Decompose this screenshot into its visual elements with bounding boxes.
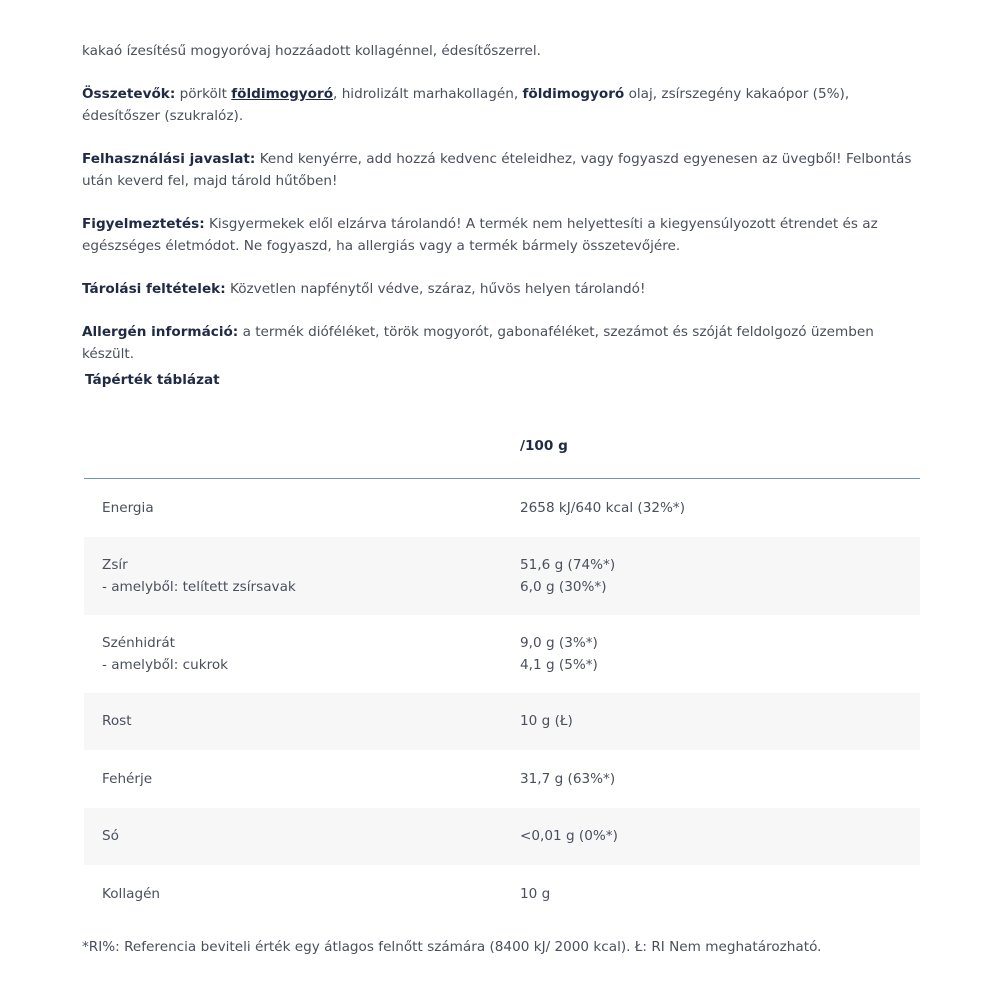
table-row-collagen bbox=[84, 865, 920, 923]
ingredients-paragraph bbox=[82, 83, 920, 127]
allergen-text: a termék dióféléket, török mogyorót, gabonaféléket, szezámot és szóját feldolgozó üzemben készült. bbox=[82, 324, 874, 362]
storage-text: Közvetlen napfénytől védve, száraz, hűvös helyen tárolandó! bbox=[225, 281, 646, 297]
table-row-fibre bbox=[84, 693, 920, 751]
ingredients-label: Összetevők: bbox=[82, 86, 176, 102]
nutrient-sub-name: - amelyből: cukrok bbox=[102, 656, 229, 673]
nutrient-name: Szénhidrát bbox=[102, 634, 176, 651]
product-description bbox=[82, 40, 920, 902]
usage-text: Kend kenyérre, add hozzá kedvenc ételeidhez, vagy fogyaszd egyenesen az üvegből! Felbontás után keverd fel, majd tárold hűtőben! bbox=[82, 151, 912, 189]
warning-paragraph bbox=[82, 213, 920, 257]
nutrient-sub-name: - amelyből: telített zsírsavak bbox=[102, 578, 296, 595]
storage-paragraph bbox=[82, 278, 920, 300]
table-row-protein bbox=[84, 750, 920, 808]
nutrient-name: Zsír bbox=[102, 556, 128, 573]
nutrient-value: 10 g (Ł) bbox=[520, 713, 573, 730]
table-row-carbohydrate bbox=[84, 615, 920, 693]
nutrient-value: 9,0 g (3%*) bbox=[520, 634, 598, 651]
table-row-energy bbox=[84, 479, 920, 537]
intro-text: kakaó ízesítésű mogyoróvaj hozzáadott kollagénnel, édesítőszerrel. bbox=[82, 43, 541, 59]
ingredients-text-1: pörkölt bbox=[175, 86, 232, 102]
allergen-keyword-peanut-oil: földimogyoró bbox=[522, 86, 625, 102]
nutrient-value: 2658 kJ/640 kcal (32%*) bbox=[520, 499, 686, 516]
storage-label: Tárolási feltételek: bbox=[82, 281, 226, 297]
usage-label: Felhasználási javaslat: bbox=[82, 151, 256, 167]
usage-paragraph bbox=[82, 148, 920, 192]
nutrition-table bbox=[84, 424, 920, 923]
nutrition-table-header bbox=[84, 424, 920, 479]
ingredients-text-3: olaj, zsírszegény kakaópor (5%), édesítőszer (szukralóz). bbox=[82, 86, 850, 124]
nutrition-table-title: Tápérték táblázat bbox=[85, 372, 220, 388]
allergen-keyword-peanut: földimogyoró bbox=[231, 86, 334, 102]
allergen-paragraph bbox=[82, 321, 920, 365]
table-row-salt bbox=[84, 808, 920, 866]
nutrient-value: 10 g bbox=[520, 885, 551, 902]
nutrient-name: Rost bbox=[102, 713, 132, 730]
per-100g-header: /100 g bbox=[520, 438, 568, 454]
nutrient-sub-value: 6,0 g (30%*) bbox=[520, 578, 607, 595]
nutrient-name: Só bbox=[102, 828, 119, 845]
nutrient-sub-value: 4,1 g (5%*) bbox=[520, 656, 598, 673]
warning-label: Figyelmeztetés: bbox=[82, 216, 205, 232]
nutrient-value: 31,7 g (63%*) bbox=[520, 770, 616, 787]
nutrient-name: Kollagén bbox=[102, 885, 161, 902]
allergen-label: Allergén információ: bbox=[82, 324, 239, 340]
reference-intake-footnote: *RI%: Referencia beviteli érték egy átlagos felnőtt számára (8400 kJ/ 2000 kcal). Ł: RI Nem meghatározható. bbox=[82, 939, 822, 955]
table-row-fat bbox=[84, 537, 920, 615]
warning-text: Kisgyermekek elől elzárva tárolandó! A termék nem helyettesíti a kiegyensúlyozott étrendet és az egészséges életmódot. Ne fogyaszd, ha allergiás vagy a termék bármely összetevőjére. bbox=[82, 216, 878, 254]
ingredients-text-2: , hidrolizált marhakollagén, bbox=[333, 86, 523, 102]
nutrient-value: <0,01 g (0%*) bbox=[520, 828, 618, 845]
nutrient-name: Energia bbox=[102, 499, 154, 516]
nutrient-value: 51,6 g (74%*) bbox=[520, 556, 616, 573]
nutrient-name: Fehérje bbox=[102, 770, 153, 787]
